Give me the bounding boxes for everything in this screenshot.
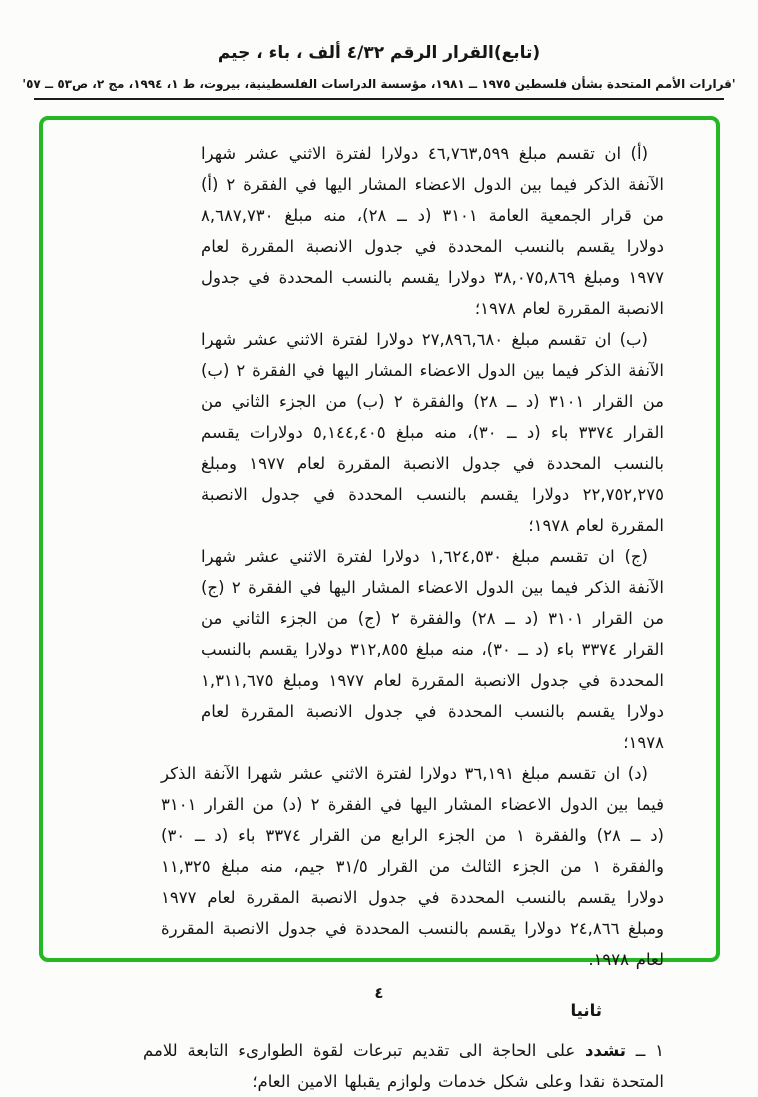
paragraph-c: (ج) ان تقسم مبلغ ١,٦٢٤,٥٣٠ دولارا لفترة الاثني عشر شهرا الآنفة الذكر فيما بين الدول الاعضاء المشار اليها في الفقرة ٢ (ج) من القرار ٣١٠١ (د ــ ٢٨) والفقرة ٢ (ج) من الجزء الثاني من القرار ٣٣٧٤ باء (د ــ ٣٠)، منه مبلغ ٣١٢,٨٥٥ دولارا يقسم بالنسب المحددة في جدول الانصبة المقررة لعام ١٩٧٧ ومبلغ ١,٣١١,٦٧٥ دولارا يقسم بالنسب المحددة في جدول الانصبة المقررة لعام ١٩٧٨؛ — [201, 547, 665, 752]
source-citation: 'قرارات الأمم المتحدة بشأن فلسطين ١٩٧٥ ــ ١٩٨١، مؤسسة الدراسات الفلسطينية، بيروت، ط ١، ١٩٩٤، مج ٢، ص٥٣ ــ ٥٧' — [22, 77, 736, 91]
closing-paragraph — [143, 1035, 664, 1097]
page-number: ٤ — [374, 984, 384, 1002]
page-header — [0, 0, 758, 100]
paragraph-b: (ب) ان تقسم مبلغ ٢٧,٨٩٦,٦٨٠ دولارا لفترة الاثني عشر شهرا الآنفة الذكر فيما بين الدول الاعضاء المشار اليها في الفقرة ٢ (ب) من القرار ٣١٠١ (د ــ ٢٨) والفقرة ٢ (ب) من الجزء الثاني من القرار ٣٣٧٤ باء (د ــ ٣٠)، منه مبلغ ٥,١٤٤,٤٠٥ دولارات يقسم بالنسب المحددة في جدول الانصبة المقررة لعام ١٩٧٧ ومبلغ ٢٢,٧٥٢,٢٧٥ دولارا يقسم بالنسب المحددة في جدول الانصبة المقررة لعام ١٩٧٨؛ — [201, 330, 664, 535]
closing-emphasized-word: تشدد — [584, 1041, 626, 1060]
header-divider — [34, 98, 724, 100]
highlight-frame — [39, 116, 720, 1091]
section-heading: ثانيا — [570, 1001, 602, 1020]
paragraph-a: (أ) ان تقسم مبلغ ٤٦,٧٦٣,٥٩٩ دولارا لفترة الاثني عشر شهرا الآنفة الذكر فيما بين الدول الاعضاء المشار اليها في الفقرة ٢ (أ) من قرار الجمعية العامة ٣١٠١ (د ــ ٢٨)، منه مبلغ ٨,٦٨٧,٧٣٠ دولارا يقسم بالنسب المحددة في جدول الانصبة المقررة لعام ١٩٧٧ ومبلغ ٣٨,٠٧٥,٨٦٩ دولارا يقسم بالنسب المحددة في جدول الانصبة المقررة لعام ١٩٧٨؛ — [201, 144, 664, 318]
resolution-body — [43, 120, 716, 1097]
closing-item-number: ١ ــ — [625, 1041, 664, 1060]
paragraph-d: (د) ان تقسم مبلغ ٣٦,١٩١ دولارا لفترة الاثني عشر شهرا الآنفة الذكر فيما بين الدول الاعضاء المشار اليها في الفقرة ٢ (د) من القرار ٣١٠١ (د ــ ٢٨) والفقرة ١ من الجزء الرابع من القرار ٣٣٧٤ باء (د ــ ٣٠) والفقرة ١ من الجزء الثالث من القرار ٣١/٥ جيم، منه مبلغ ١١,٣٢٥ دولارا يقسم بالنسب المحددة في جدول الانصبة المقررة لعام ١٩٧٧ ومبلغ ٢٤,٨٦٦ دولارا يقسم بالنسب المحددة في جدول الانصبة المقررة لعام ١٩٧٨. — [161, 764, 664, 969]
document-title: (تابع)القرار الرقم ٤/٣٢ ألف ، باء ، جيم — [217, 43, 541, 63]
closing-item-text: على الحاجة الى تقديم تبرعات لقوة الطوارىء التابعة للامم المتحدة نقدا وعلى شكل خدمات ولوازم يقبلها الامين العام؛ — [143, 1041, 664, 1091]
